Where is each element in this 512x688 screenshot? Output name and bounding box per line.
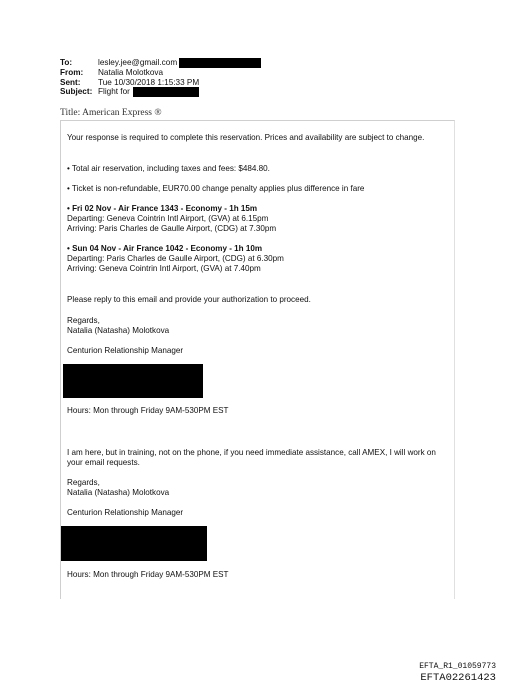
hours-2: Hours: Mon through Friday 9AM-530PM EST [67, 570, 229, 579]
reservation-intro: Your response is required to complete this reservation. Prices and availability are subject to change. [67, 133, 425, 142]
flight-outbound [67, 204, 447, 234]
redaction-block-2 [61, 526, 207, 561]
to-label: To: [60, 58, 73, 67]
authorization-request: Please reply to this email and provide your authorization to proceed. [67, 295, 311, 304]
from-value: Natalia Molotkova [98, 68, 164, 77]
document-title: Title: American Express ® [60, 108, 162, 118]
signature-1 [67, 316, 447, 336]
to-row [60, 58, 261, 68]
subject-value: Flight for [98, 87, 130, 97]
footer-ref-2: EFTA02261423 [420, 672, 496, 684]
total-bullet: • Total air reservation, including taxes and fees: $484.80. [67, 164, 270, 173]
footer-ref-1: EFTA_R1_01059773 [419, 662, 496, 671]
email-header [60, 58, 261, 97]
flight-return [67, 244, 447, 274]
hours-1: Hours: Mon through Friday 9AM-530PM EST [67, 406, 229, 415]
redaction-block-1 [63, 364, 203, 398]
subject-row [60, 87, 261, 97]
ticket-bullet: • Ticket is non-refundable, EUR70.00 change penalty applies plus difference in fare [67, 184, 365, 193]
flight-return-departing: Departing: Paris Charles de Gaulle Airport, (CDG) at 6.30pm [67, 254, 284, 263]
redaction-to [179, 58, 261, 68]
to-value: lesley.jee@gmail.com [98, 58, 178, 67]
flight-outbound-departing: Departing: Geneva Cointrin Intl Airport, (GVA) at 6.15pm [67, 214, 269, 223]
from-row [60, 68, 261, 78]
signer-role-2: Centurion Relationship Manager [67, 508, 184, 517]
sent-value: Tue 10/30/2018 1:15:33 PM [98, 77, 200, 87]
regards-1: Regards, [67, 316, 100, 325]
flight-outbound-arriving: Arriving: Paris Charles de Gaulle Airport, (CDG) at 7.30pm [67, 224, 277, 233]
from-label: From: [60, 68, 84, 77]
flight-return-arriving: Arriving: Geneva Cointrin Intl Airport, (GVA) at 7.40pm [67, 264, 261, 273]
signer-name-1: Natalia (Natasha) Molotkova [67, 326, 170, 335]
flight-outbound-heading: • Fri 02 Nov - Air France 1343 - Economy - 1h 15m [67, 204, 258, 213]
training-notice: I am here, but in training, not on the phone, if you need immediate assistance, call AMEX, I will work on your email requests. [67, 448, 436, 467]
sent-row [60, 78, 261, 88]
signer-name-2: Natalia (Natasha) Molotkova [67, 488, 170, 497]
redaction-subject [133, 87, 199, 97]
signer-role-1: Centurion Relationship Manager [67, 346, 184, 355]
subject-label: Subject: [60, 87, 93, 97]
sent-label: Sent: [60, 77, 81, 87]
flight-return-heading: • Sun 04 Nov - Air France 1042 - Economy - 1h 10m [67, 244, 263, 253]
regards-2: Regards, [67, 478, 100, 487]
signature-2 [67, 478, 447, 498]
